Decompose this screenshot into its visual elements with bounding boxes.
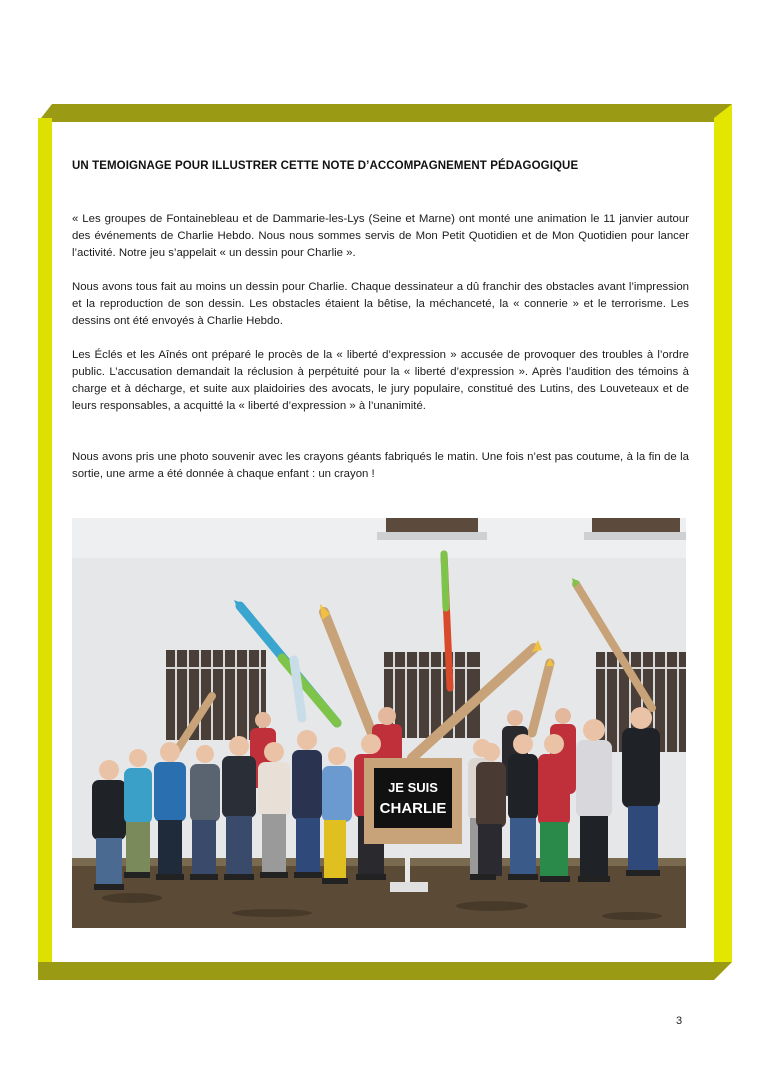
barred-window-left: [166, 650, 266, 740]
page-number: 3: [676, 1015, 683, 1027]
frame-left-edge: [38, 118, 52, 980]
sign-line-2: CHARLIE: [379, 800, 447, 817]
paragraph-intro: « Les groupes de Fontainebleau et de Dammarie-les-Lys (Seine et Marne) ont monté une animation le 11 janvier autour des événements de Charlie Hebdo. Nous nous sommes servis de Mon Petit Quotidien et de Mon Quotidien pour lancer l’activité. Notre jeu s’appelait « un dessin pour Charlie ».: [72, 213, 689, 259]
frame-top-edge: [38, 104, 732, 122]
group-photo-illustration: [72, 518, 686, 928]
sign-line-1: JE SUIS: [388, 780, 438, 795]
frame-right-edge: [714, 104, 732, 980]
frame-bottom-edge: [38, 962, 732, 980]
section-heading: UN TEMOIGNAGE POUR ILLUSTRER CETTE NOTE D’ACCOMPAGNEMENT PÉDAGOGIQUE: [72, 160, 579, 172]
paragraph-photo: Nous avons pris une photo souvenir avec les crayons géants fabriqués le matin. Une fois n’est pas coutume, à la fin de la sortie, une arme a été donnée à chaque enfant : un crayon !: [72, 451, 689, 480]
paragraph-trial: Les Éclés et les Aînés ont préparé le procès de la « liberté d’expression » accusée de provoquer des troubles à l’ordre public. L’accusation demandait la réclusion à perpétuité pour la « liberté d’expression ». Après l’audition des témoins à charge et à décharge, et suite aux plaidoiries des avocats, le jury populaire, constitué des Lutins, des Louveteaux et de leurs responsables, a acquitté la « liberté d’expression » à l’unanimité.: [72, 349, 689, 412]
paragraph-drawings: Nous avons tous fait au moins un dessin pour Charlie. Chaque dessinateur a dû franchir des obstacles avant l’impression et la reproduction de son dessin. Les obstacles étaient la bêtise, la méchanceté, la « connerie » et le terrorisme. Les dessins ont été envoyés à Charlie Hebdo.: [72, 281, 689, 327]
group-photo: [72, 518, 686, 928]
